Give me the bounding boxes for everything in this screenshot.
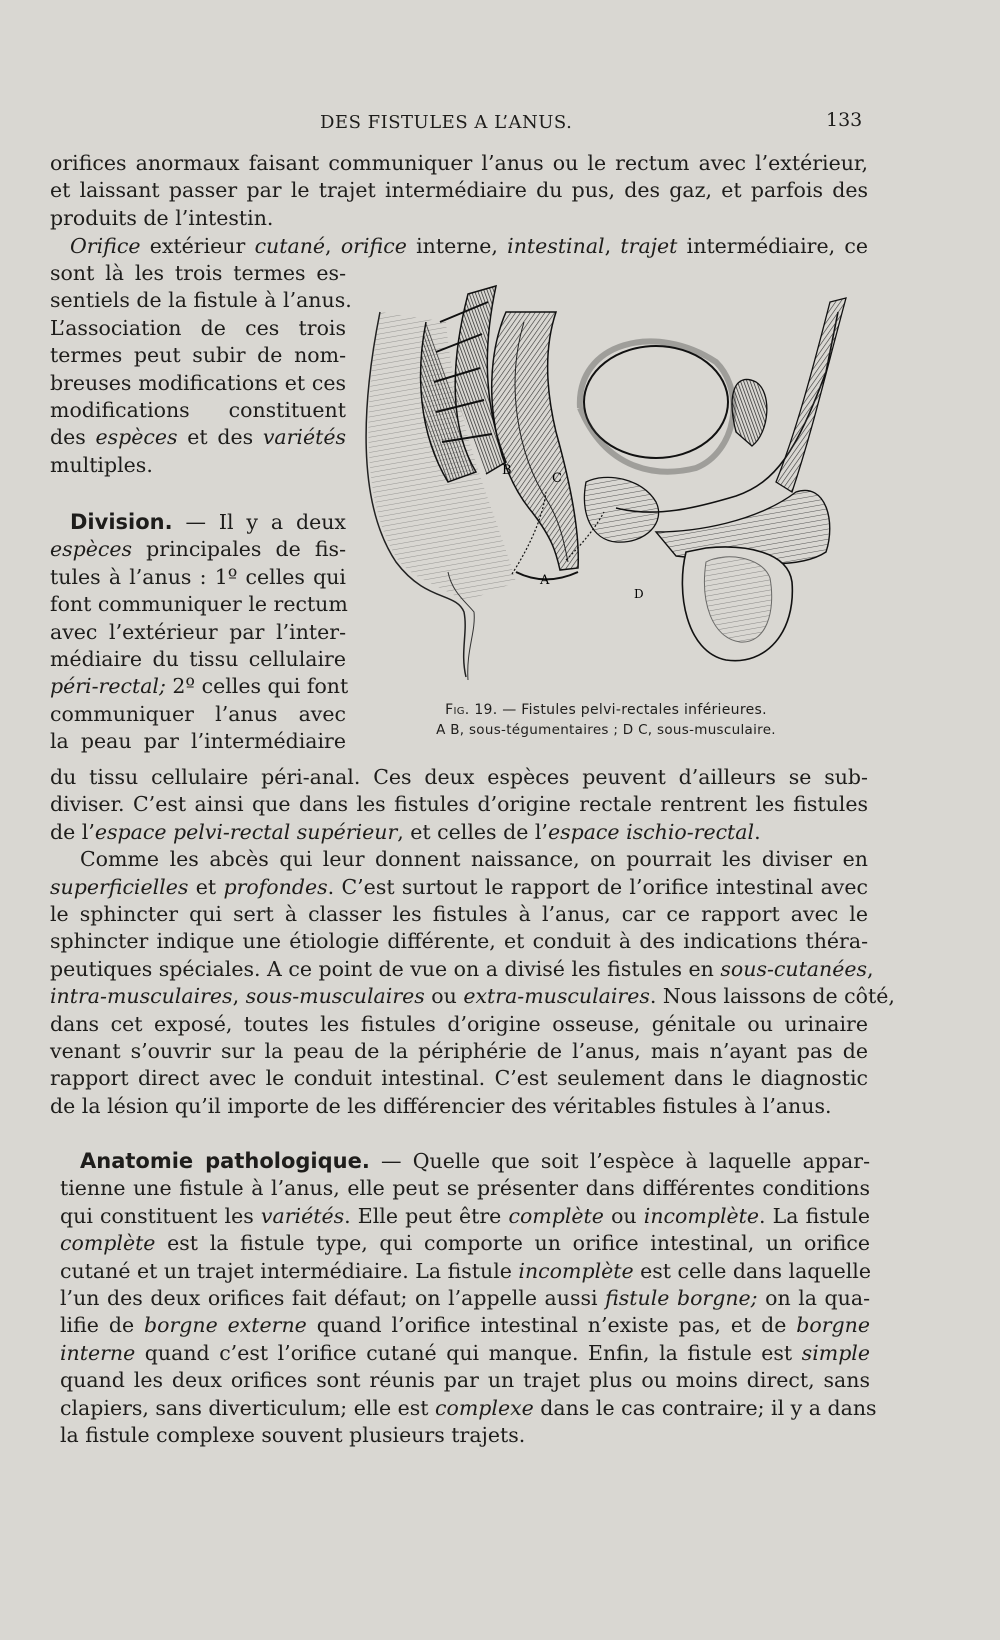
text-span: de l’ [50, 819, 95, 844]
text-line: venant s’ouvrir sur la peau de la périphérie de l’anus, mais n’ayant pas de [50, 1038, 868, 1063]
caption-text: 19. — Fistules pelvi-rectales inférieures. [469, 702, 767, 718]
text-line: rapport direct avec le conduit intestinal. C’est seulement dans le diagnostic [50, 1066, 868, 1091]
text-line [50, 819, 868, 846]
text-line [50, 233, 868, 260]
text-span: et des [177, 425, 263, 450]
text-span: . Elle peut être [344, 1203, 509, 1228]
text-line [60, 1258, 870, 1285]
paragraph-2-line-1 [50, 233, 868, 260]
text-line [60, 1230, 870, 1257]
text-line: diviser. C’est ainsi que dans les fistules d’origine rectale rentrent les fistules [50, 792, 868, 817]
italic-term: fistule borgne; [605, 1285, 758, 1310]
text-span: clapiers, sans diverticulum; elle est [60, 1395, 435, 1420]
text-line: de la lésion qu’il importe de les différencier des véritables fistules à l’anus. [50, 1093, 832, 1118]
text-line: font communiquer le rectum [50, 592, 348, 617]
figure-caption [346, 700, 866, 740]
text-line: la peau par l’intermédiaire [50, 729, 346, 754]
text-span: et [188, 874, 224, 899]
italic-term: borgne externe [143, 1313, 307, 1338]
text-line: termes peut subir de nom- [50, 343, 346, 368]
text-span: , [604, 234, 621, 258]
text-span: interne, [406, 234, 508, 258]
bladder [584, 346, 728, 458]
text-span: quand c’est l’orifice cutané qui manque. Enfin, la fistule est [135, 1340, 802, 1365]
text-line [50, 956, 874, 983]
text-span: , et celles de l’ [397, 819, 548, 844]
italic-term: orifice [340, 234, 407, 258]
text-span: extérieur [140, 234, 255, 258]
italic-term: sous-cutanées [720, 956, 868, 981]
text-span: des [50, 425, 96, 450]
abdominal-wall [776, 298, 846, 492]
text-span: principales de fis- [132, 537, 346, 562]
text-line: tienne une fistule à l’anus, elle peut se présenter dans différentes conditions [60, 1176, 870, 1201]
text-line: quand les deux orifices sont réunis par un trajet plus ou moins direct, sans [60, 1368, 870, 1393]
text-span: , [325, 234, 341, 258]
text-line: produits de l’intestin. [50, 205, 274, 230]
italic-term: complète [60, 1231, 156, 1256]
pubis [732, 379, 767, 446]
italic-term: espèces [50, 537, 133, 562]
text-span: . [754, 819, 761, 844]
section-heading-division: Division. [70, 510, 173, 534]
text-line: la fistule complexe souvent plusieurs trajets. [60, 1422, 526, 1447]
italic-term: borgne [796, 1313, 870, 1338]
text-span: est celle dans laquelle [633, 1258, 871, 1283]
italic-term: espèces [95, 425, 178, 450]
section-heading-anatomie: Anatomie pathologique. [80, 1149, 370, 1173]
text-line [50, 536, 346, 563]
figure-label-a: A [540, 573, 550, 588]
text-span: , [232, 984, 246, 1009]
text-span: . La fistule [759, 1203, 870, 1228]
page-number: 133 [826, 109, 863, 131]
italic-term: variétés [260, 1203, 345, 1228]
text-span: , [867, 956, 874, 981]
text-span: est la fistule type, qui comporte un orifice intestinal, un orifice [155, 1231, 870, 1256]
text-line: médiaire du tissu cellulaire [50, 646, 346, 671]
italic-term: intestinal [507, 234, 605, 258]
text-line: et laissant passer par le trajet intermédiaire du pus, des gaz, et parfois des [50, 178, 868, 203]
text-line [50, 424, 346, 451]
text-line: Comme les abcès qui leur donnent naissance, on pourrait les diviser en [80, 847, 868, 872]
text-line [50, 874, 868, 901]
italic-term: trajet [620, 234, 678, 258]
text-line [60, 1203, 870, 1230]
running-head [0, 109, 1000, 140]
text-span: — Il y a deux [172, 510, 346, 534]
italic-term: incomplète [518, 1258, 634, 1283]
text-line: tules à l’anus : 1º celles qui [50, 564, 346, 589]
anatomie-section [60, 1148, 877, 1449]
text-line: le sphincter qui sert à classer les fistules à l’anus, car ce rapport avec le [50, 901, 868, 926]
italic-term: espace ischio-rectal [547, 819, 755, 844]
text-line [50, 509, 346, 536]
italic-term: simple [801, 1340, 870, 1365]
text-line [60, 1285, 870, 1312]
italic-term: superficielles [50, 874, 189, 899]
text-span: . Nous laissons de côté, [649, 984, 895, 1009]
paragraph-2-column [50, 260, 352, 479]
text-span: ou [603, 1203, 644, 1228]
text-line: orifices anormaux faisant communiquer l’anus ou le rectum avec l’extérieur, [50, 151, 868, 175]
text-line [60, 1148, 870, 1175]
text-line: dans cet exposé, toutes les fistules d’origine osseuse, génitale ou urinaire [50, 1011, 868, 1036]
text-span: l’un des deux orifices fait défaut; on l’appelle aussi [60, 1285, 606, 1310]
text-span: . C’est surtout le rapport de l’orifice intestinal avec [327, 874, 868, 899]
figure-label-b: B [502, 463, 512, 478]
italic-term: variétés [262, 425, 346, 450]
text-line: sentiels de la fistule à l’anus. [50, 288, 352, 313]
text-span: 2º celles qui font [165, 674, 349, 699]
text-span: lifie de [60, 1313, 144, 1338]
text-line [50, 983, 895, 1010]
text-line [60, 1312, 870, 1339]
text-span: — Quelle que soit l’espèce à laquelle appar- [369, 1149, 871, 1173]
italic-term: incomplète [643, 1203, 759, 1228]
paragraph-3-4 [50, 764, 895, 1120]
italic-term: Orifice [70, 234, 141, 258]
text-span: on la qua- [757, 1285, 870, 1310]
text-line: breuses modifications et ces [50, 370, 346, 395]
italic-term: cutané [254, 234, 326, 258]
paragraph-1 [50, 150, 868, 232]
italic-term: intra-musculaires [50, 984, 233, 1009]
text-line: avec l’extérieur par l’inter- [50, 619, 346, 644]
italic-term: sous-musculaires [245, 984, 425, 1009]
text-span: intermédiaire, ce [677, 234, 868, 258]
text-line: sphincter indique une étiologie différente, et conduit à des indications théra- [50, 929, 868, 954]
text-span: dans le cas contraire; il y a dans [533, 1395, 877, 1420]
italic-term: complète [508, 1203, 604, 1228]
caption-line-2: A B, sous-tégumentaires ; D C, sous-musculaire. [436, 722, 776, 738]
italic-term: interne [60, 1340, 136, 1365]
text-line: du tissu cellulaire péri-anal. Ces deux espèces peuvent d’ailleurs se sub- [50, 765, 868, 789]
division-section [50, 509, 349, 756]
text-line [60, 1340, 870, 1367]
text-line: modifications constituent [50, 397, 346, 422]
text-span: ou [424, 984, 464, 1009]
italic-term: espace pelvi-rectal supérieur [94, 819, 398, 844]
text-line: sont là les trois termes es- [50, 261, 346, 285]
running-title: DES FISTULES A L’ANUS. [320, 112, 573, 133]
text-span: qui constituent les [60, 1203, 261, 1228]
text-span: peutiques spéciales. A ce point de vue on a divisé les fistules en [50, 956, 721, 981]
text-line: multiples. [50, 452, 153, 477]
italic-term: complexe [435, 1395, 534, 1420]
italic-term: péri-rectal; [50, 674, 166, 699]
anatomical-figure [356, 282, 868, 694]
text-line [60, 1395, 877, 1422]
caption-fig-label: Fig. [445, 702, 470, 718]
text-line: L’association de ces trois [50, 315, 346, 340]
text-line [50, 673, 349, 700]
italic-term: profondes [223, 874, 328, 899]
figure-label-c: C [552, 471, 562, 486]
text-line: communiquer l’anus avec [50, 701, 346, 726]
italic-term: extra-musculaires [463, 984, 650, 1009]
caption-line-1 [346, 700, 866, 720]
text-span: quand l’orifice intestinal n’existe pas, et de [306, 1313, 797, 1338]
text-span: cutané et un trajet intermédiaire. La fistule [60, 1258, 519, 1283]
figure-label-d: D [634, 587, 644, 601]
